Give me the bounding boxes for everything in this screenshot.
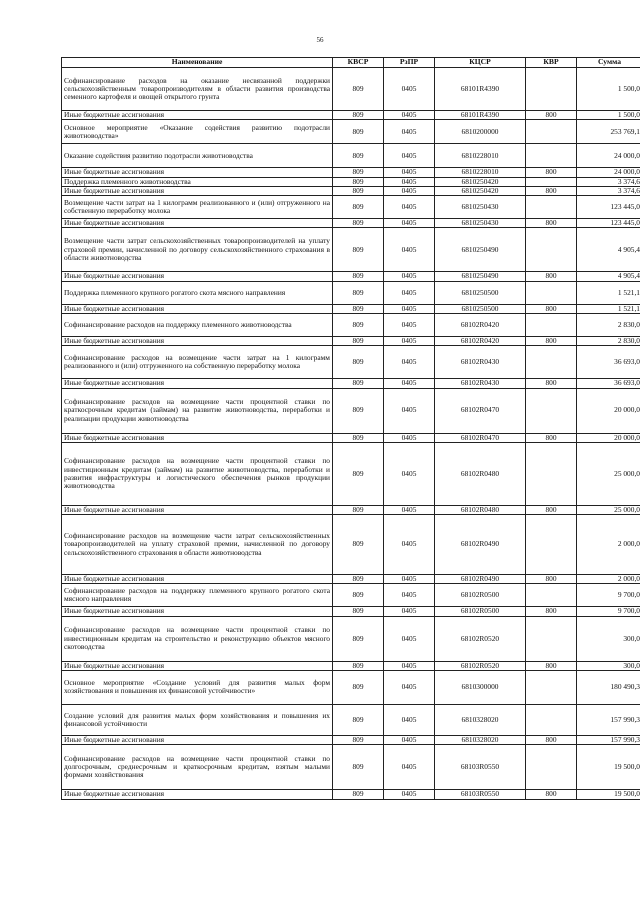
cell-sum: 2 000,0 [577,575,640,584]
cell-rzpr: 0405 [384,575,435,584]
cell-kvsr: 809 [333,120,384,144]
cell-sum: 2 830,0 [577,313,640,336]
cell-sum: 1 500,0 [577,68,640,111]
cell-kvsr: 809 [333,433,384,442]
cell-sum: 19 500,0 [577,790,640,799]
cell-kvsr: 809 [333,68,384,111]
cell-sum: 25 000,0 [577,505,640,514]
cell-sum: 253 769,1 [577,120,640,144]
cell-rzpr: 0405 [384,584,435,607]
cell-sum: 4 905,4 [577,228,640,272]
cell-kvr: 800 [526,661,577,670]
table-header [62,58,640,68]
cell-rzpr: 0405 [384,433,435,442]
cell-kvr [526,745,577,790]
cell-sum: 19 500,0 [577,745,640,790]
cell-name: Софинансирование расходов на возмещение части затрат на 1 килограмм реализованного и (или) отгруженного на собственную переработку молока [62,346,333,379]
cell-rzpr: 0405 [384,228,435,272]
cell-kvsr: 809 [333,735,384,744]
cell-kvr: 800 [526,433,577,442]
cell-kvsr: 809 [333,515,384,575]
cell-kvsr: 809 [333,584,384,607]
cell-kvr: 800 [526,219,577,228]
cell-rzpr: 0405 [384,607,435,616]
cell-name: Иные бюджетные ассигнования [62,168,333,177]
cell-kvr [526,144,577,168]
cell-kvr [526,388,577,433]
cell-name: Иные бюджетные ассигнования [62,186,333,195]
cell-rzpr: 0405 [384,177,435,186]
cell-kcsr: 68103R0550 [435,790,526,799]
cell-kcsr: 68102R0470 [435,433,526,442]
cell-kvsr: 809 [333,442,384,505]
cell-name: Основное мероприятие «Создание условий для развития малых форм хозяйствования и повышения их финансовой устойчивости» [62,670,333,704]
cell-rzpr: 0405 [384,442,435,505]
cell-name: Основное мероприятие «Оказание содействия развитию подотрасли животноводства» [62,120,333,144]
cell-kvsr: 809 [333,704,384,735]
cell-kvr [526,442,577,505]
cell-kvsr: 809 [333,505,384,514]
cell-rzpr: 0405 [384,336,435,345]
cell-sum: 24 000,0 [577,144,640,168]
table-row [62,661,640,670]
cell-kvr [526,584,577,607]
cell-kcsr: 68102R0420 [435,336,526,345]
cell-name: Иные бюджетные ассигнования [62,379,333,388]
cell-rzpr: 0405 [384,379,435,388]
cell-name: Возмещение части затрат на 1 килограмм реализованного и (или) отгруженного на собственную переработку молока [62,196,333,219]
cell-kcsr: 6810200000 [435,120,526,144]
cell-rzpr: 0405 [384,272,435,281]
cell-kcsr: 68102R0470 [435,388,526,433]
cell-kvsr: 809 [333,616,384,661]
table-row [62,790,640,799]
table-row [62,433,640,442]
cell-name: Поддержка племенного животноводства [62,177,333,186]
cell-kvsr: 809 [333,661,384,670]
cell-sum: 25 000,0 [577,442,640,505]
cell-sum: 1 521,1 [577,304,640,313]
cell-sum: 2 000,0 [577,515,640,575]
cell-sum: 123 445,0 [577,196,640,219]
table-row [62,745,640,790]
cell-kcsr: 68102R0520 [435,616,526,661]
header-sum: Сумма [577,58,640,68]
cell-kcsr: 6810250500 [435,281,526,304]
cell-kcsr: 6810250430 [435,219,526,228]
header-name: Наименование [62,58,333,68]
table-row [62,346,640,379]
cell-kvr [526,670,577,704]
table-row [62,196,640,219]
cell-sum: 1 500,0 [577,111,640,120]
table-row [62,68,640,111]
cell-kcsr: 6810328020 [435,735,526,744]
table-row [62,219,640,228]
cell-sum: 157 990,3 [577,735,640,744]
cell-rzpr: 0405 [384,704,435,735]
cell-rzpr: 0405 [384,661,435,670]
table-row [62,144,640,168]
cell-rzpr: 0405 [384,304,435,313]
cell-name: Поддержка племенного крупного рогатого скота мясного направления [62,281,333,304]
cell-kcsr: 68102R0490 [435,575,526,584]
cell-rzpr: 0405 [384,313,435,336]
cell-name: Иные бюджетные ассигнования [62,575,333,584]
cell-rzpr: 0405 [384,735,435,744]
cell-name: Иные бюджетные ассигнования [62,505,333,514]
cell-rzpr: 0405 [384,505,435,514]
cell-rzpr: 0405 [384,144,435,168]
cell-kcsr: 68102R0480 [435,505,526,514]
cell-kvsr: 809 [333,575,384,584]
table-row [62,575,640,584]
table-row [62,442,640,505]
header-row [62,58,640,68]
cell-kcsr: 6810250500 [435,304,526,313]
cell-name: Оказание содействия развитию подотрасли животноводства [62,144,333,168]
cell-kcsr: 6810300000 [435,670,526,704]
cell-kvsr: 809 [333,304,384,313]
header-kvsr: КВСР [333,58,384,68]
cell-name: Иные бюджетные ассигнования [62,433,333,442]
cell-kvsr: 809 [333,379,384,388]
cell-kvsr: 809 [333,346,384,379]
cell-kvr: 800 [526,111,577,120]
cell-rzpr: 0405 [384,111,435,120]
cell-rzpr: 0405 [384,346,435,379]
cell-rzpr: 0405 [384,68,435,111]
cell-kvsr: 809 [333,111,384,120]
cell-kvr [526,177,577,186]
cell-kvr: 800 [526,272,577,281]
table-row [62,735,640,744]
cell-name: Софинансирование расходов на поддержку племенного животноводства [62,313,333,336]
cell-sum: 123 445,0 [577,219,640,228]
page-number: 56 [316,36,324,44]
table-row [62,177,640,186]
cell-sum: 4 905,4 [577,272,640,281]
cell-kcsr: 68101R4390 [435,111,526,120]
cell-name: Софинансирование расходов на возмещение части процентной ставки по долгосрочным, среднесрочным и краткосрочным кредитам, взятым малыми формами хозяйствования [62,745,333,790]
cell-kcsr: 68102R0490 [435,515,526,575]
cell-kvsr: 809 [333,177,384,186]
cell-kcsr: 68102R0480 [435,442,526,505]
cell-name: Иные бюджетные ассигнования [62,790,333,799]
table-row [62,607,640,616]
cell-kvr: 800 [526,336,577,345]
cell-kvr [526,704,577,735]
cell-sum: 3 374,6 [577,186,640,195]
cell-kvr [526,346,577,379]
cell-sum: 180 490,3 [577,670,640,704]
cell-kvsr: 809 [333,313,384,336]
header-kcsr: КЦСР [435,58,526,68]
cell-kvr [526,616,577,661]
cell-kvr: 800 [526,575,577,584]
table-body [62,68,640,800]
cell-name: Софинансирование расходов на поддержку племенного крупного рогатого скота мясного направления [62,584,333,607]
cell-kvr [526,515,577,575]
cell-kvr: 800 [526,168,577,177]
cell-kvr [526,196,577,219]
cell-kcsr: 6810228010 [435,168,526,177]
table-row [62,704,640,735]
header-kvr: КВР [526,58,577,68]
cell-sum: 157 990,3 [577,704,640,735]
cell-rzpr: 0405 [384,790,435,799]
cell-rzpr: 0405 [384,196,435,219]
cell-kvr [526,313,577,336]
cell-kvsr: 809 [333,228,384,272]
cell-kvr: 800 [526,186,577,195]
cell-sum: 20 000,0 [577,388,640,433]
cell-kvr: 800 [526,735,577,744]
table-row [62,379,640,388]
cell-kvr [526,228,577,272]
table-row [62,505,640,514]
cell-rzpr: 0405 [384,670,435,704]
cell-kcsr: 68103R0550 [435,745,526,790]
cell-name: Софинансирование расходов на возмещение части процентной ставки по инвестиционным кредитам на строительство и реконструкцию объектов мясного скотоводства [62,616,333,661]
cell-rzpr: 0405 [384,120,435,144]
cell-kvsr: 809 [333,745,384,790]
cell-kvr [526,120,577,144]
cell-sum: 3 374,6 [577,177,640,186]
cell-kvr: 800 [526,304,577,313]
table-row [62,515,640,575]
cell-name: Возмещение части затрат сельскохозяйственных товаропроизводителей на уплату страховой премии, начисленной по договору сельскохозяйственного страхования в области животноводства [62,228,333,272]
cell-sum: 24 000,0 [577,168,640,177]
cell-kvsr: 809 [333,219,384,228]
table-row [62,304,640,313]
table-row [62,111,640,120]
cell-rzpr: 0405 [384,515,435,575]
table-row [62,272,640,281]
table-row [62,584,640,607]
cell-name: Иные бюджетные ассигнования [62,219,333,228]
cell-kvsr: 809 [333,790,384,799]
cell-kvr: 800 [526,505,577,514]
cell-kcsr: 6810228010 [435,144,526,168]
table-row [62,120,640,144]
cell-kvsr: 809 [333,670,384,704]
cell-rzpr: 0405 [384,388,435,433]
cell-name: Иные бюджетные ассигнования [62,735,333,744]
cell-kcsr: 6810250430 [435,196,526,219]
cell-kcsr: 68102R0420 [435,313,526,336]
cell-kcsr: 6810250420 [435,186,526,195]
cell-sum: 300,0 [577,616,640,661]
table-row [62,616,640,661]
cell-kvsr: 809 [333,607,384,616]
cell-kcsr: 68102R0430 [435,379,526,388]
table-row [62,186,640,195]
table-row [62,670,640,704]
cell-kvr: 800 [526,790,577,799]
cell-sum: 20 000,0 [577,433,640,442]
cell-name: Софинансирование расходов на возмещение части затрат сельскохозяйственных товаропроизводителей на уплату страховой премии, начисленной по договору сельскохозяйственного страхования в области животноводства [62,515,333,575]
cell-kvsr: 809 [333,196,384,219]
cell-kvr: 800 [526,607,577,616]
cell-kvsr: 809 [333,272,384,281]
cell-kcsr: 6810328020 [435,704,526,735]
table-row [62,313,640,336]
cell-rzpr: 0405 [384,186,435,195]
table-row [62,168,640,177]
cell-rzpr: 0405 [384,168,435,177]
table-row [62,336,640,345]
cell-kvsr: 809 [333,336,384,345]
table-row [62,228,640,272]
cell-name: Иные бюджетные ассигнования [62,304,333,313]
cell-kvsr: 809 [333,186,384,195]
header-rzpr: РзПР [384,58,435,68]
cell-kcsr: 6810250490 [435,272,526,281]
cell-kcsr: 68102R0500 [435,584,526,607]
cell-name: Софинансирование расходов на оказание несвязанной поддержки сельскохозяйственным товаропроизводителям в области развития производства семенного картофеля и овощей открытого грунта [62,68,333,111]
cell-rzpr: 0405 [384,281,435,304]
cell-kcsr: 6810250490 [435,228,526,272]
cell-sum: 9 700,0 [577,584,640,607]
cell-sum: 36 693,0 [577,379,640,388]
cell-kcsr: 68101R4390 [435,68,526,111]
cell-name: Иные бюджетные ассигнования [62,272,333,281]
cell-kvsr: 809 [333,281,384,304]
cell-name: Софинансирование расходов на возмещение части процентной ставки по инвестиционным кредитам (займам) на развитие животноводства, переработки и развития инфраструктуры и логистического обеспечения рынков продукции животноводства [62,442,333,505]
cell-sum: 1 521,1 [577,281,640,304]
table-row [62,388,640,433]
cell-sum: 36 693,0 [577,346,640,379]
cell-kcsr: 6810250420 [435,177,526,186]
budget-table [61,57,640,800]
cell-kvr [526,281,577,304]
cell-kcsr: 68102R0500 [435,607,526,616]
cell-kvsr: 809 [333,388,384,433]
table-row [62,281,640,304]
cell-name: Софинансирование расходов на возмещение части процентной ставки по краткосрочным кредитам (займам) на развитие животноводства, переработки и реализации продукции животноводства [62,388,333,433]
cell-rzpr: 0405 [384,745,435,790]
cell-name: Иные бюджетные ассигнования [62,111,333,120]
cell-sum: 2 830,0 [577,336,640,345]
cell-kvr [526,68,577,111]
cell-name: Иные бюджетные ассигнования [62,336,333,345]
cell-sum: 9 700,0 [577,607,640,616]
cell-kvr: 800 [526,379,577,388]
cell-sum: 300,0 [577,661,640,670]
cell-rzpr: 0405 [384,616,435,661]
cell-rzpr: 0405 [384,219,435,228]
cell-name: Иные бюджетные ассигнования [62,607,333,616]
cell-name: Создание условий для развития малых форм хозяйствования и повышения их финансовой устойчивости [62,704,333,735]
cell-kcsr: 68102R0430 [435,346,526,379]
cell-name: Иные бюджетные ассигнования [62,661,333,670]
cell-kcsr: 68102R0520 [435,661,526,670]
cell-kvsr: 809 [333,144,384,168]
cell-kvsr: 809 [333,168,384,177]
